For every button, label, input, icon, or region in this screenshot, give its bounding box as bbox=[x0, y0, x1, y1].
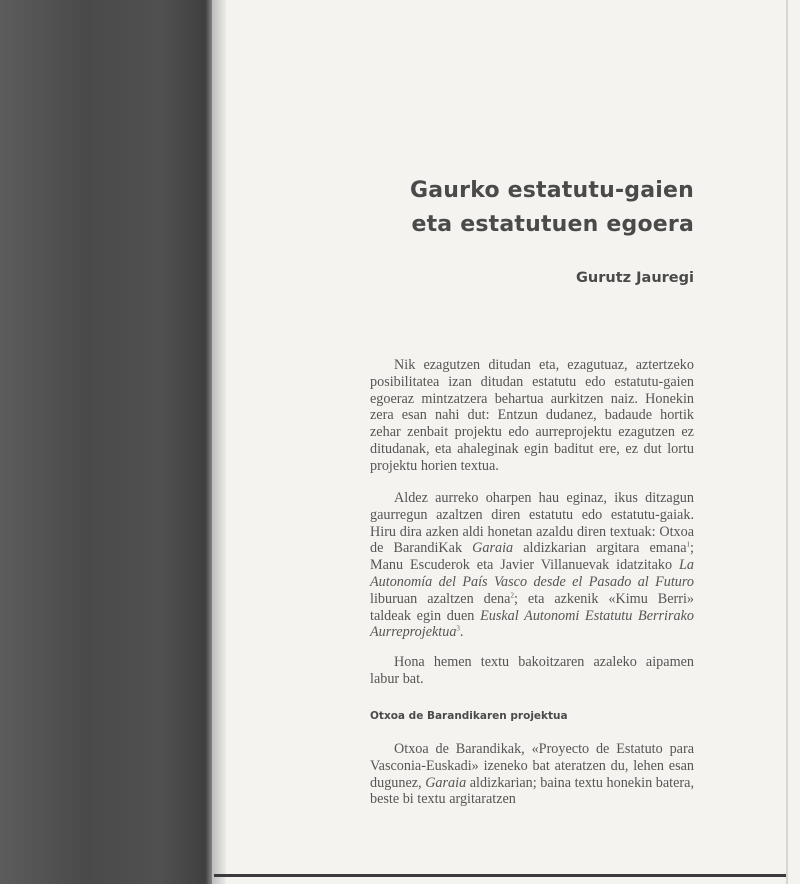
article-title-line-2: eta estatutuen egoera bbox=[411, 212, 694, 237]
p4-text-2: aldizkarian; baina textu honekin batera, beste bi textu argitaratzen bbox=[370, 774, 694, 808]
p2-text-5: ; eta azkenik «Kimu Berri» taldeak egin duen bbox=[370, 590, 694, 624]
paragraph-1-text: Nik ezagutzen ditudan eta, ezagutuaz, aztertzeko posibilitatea izan ditudan estatutu edo estatutu-gaien egoeraz mintzatzera behartua aurkitzen naiz. Honekin zera esan nahi dut: Entzun dudanez, badaude hortik zehar zenbait projektu edo aurreprojektu ezagutzen ez ditudanak, eta ahaleginak egin baditut ere, ez dut lortu projektu horien textua. bbox=[370, 357, 694, 474]
p2-text-1: Aldez aurreko oharpen hau eginaz, ikus ditzagun gaurregun azaltzen diren estatutu edo estatutu-gaiak. Hiru dira azken aldi honetan azaldu diren textuak: Otxoa de BarandiKak bbox=[370, 490, 694, 557]
footnote-ref-2: 2 bbox=[510, 591, 514, 600]
article-title-line-1: Gaurko estatutu-gaien bbox=[409, 178, 694, 203]
article-author: Gurutz Jauregi bbox=[576, 270, 694, 286]
p2-text-2: aldizkarian argitara emana bbox=[513, 540, 687, 557]
paragraph-3 bbox=[370, 654, 694, 688]
p2-italic-garaia: Garaia bbox=[472, 540, 514, 557]
footnote-ref-1: 1 bbox=[686, 540, 691, 549]
gutter-gradient bbox=[212, 0, 226, 884]
p4-italic-garaia: Garaia bbox=[425, 774, 467, 791]
paragraph-1 bbox=[370, 357, 694, 475]
paragraph-3-text: Hona hemen textu bakoitzaren azaleko aipamen labur bat. bbox=[370, 654, 694, 687]
p2-text-6: . bbox=[459, 624, 464, 641]
p2-italic-book-title: La Autonomía del País Vasco desde el Pasado al Futuro bbox=[370, 557, 694, 590]
p2-text-3: ; Manu Escuderok eta Javier Villanuevak idatzitako bbox=[370, 540, 694, 574]
paragraph-4 bbox=[370, 741, 694, 808]
p2-text-4: liburuan azaltzen dena bbox=[370, 590, 511, 607]
section-heading: Otxoa de Barandikaren projektua bbox=[370, 710, 568, 722]
p2-italic-aurreprojektua: Euskal Autonomi Estatutu Berrirako Aurreprojektua bbox=[370, 607, 694, 641]
p4-text-1: Otxoa de Barandikak, «Proyecto de Estatuto para Vasconia-Euskadi» izeneko bat ateratzen du, lehen esan dugunez, bbox=[370, 741, 694, 791]
book-spine-shadow bbox=[0, 0, 214, 884]
page-edge bbox=[786, 0, 788, 884]
paragraph-2 bbox=[370, 490, 694, 641]
footnote-ref-3: 3 bbox=[456, 624, 460, 633]
bottom-edge bbox=[214, 874, 786, 877]
